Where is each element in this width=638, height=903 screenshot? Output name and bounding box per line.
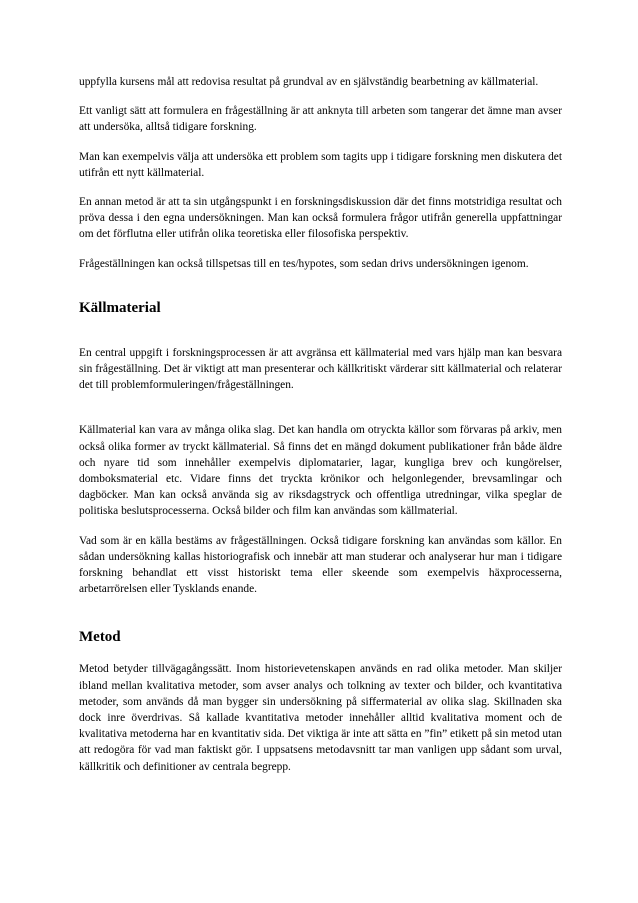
paragraph-intro-1: uppfylla kursens mål att redovisa resultat på grundval av en självständig bearbetning av källmaterial. [79, 76, 539, 88]
heading-kallmaterial: Källmaterial [79, 299, 161, 316]
paragraph-kallmaterial-2: Källmaterial kan vara av många olika slag. Det kan handla om otryckta källor som förvaras på arkiv, men också olika former av tryckt källmaterial. Så finns det en mängd dokument publikationer från både äldre och nyare tid som innehåller exempelvis diplomatarier, lagar, kungliga brev och kungörelser, domboksmaterial etc. Vidare finns det tryckta krönikor och helgonlegender, brevsamlingar och dagböcker. Man kan också använda sig av riksdagstryck och offentliga utredningar, vilka speglar de politiska beslutsprocesserna. Också bilder och film kan användas som källmaterial. [79, 424, 562, 518]
heading-metod: Metod [79, 629, 121, 646]
paragraph-intro-2: Ett vanligt sätt att formulera en frågeställning är att anknyta till arbeten som tangerar det ämne man avser att undersöka, alltså tidigare forskning. [79, 105, 562, 134]
paragraph-kallmaterial-3: Vad som är en källa bestäms av frågeställningen. Också tidigare forskning kan användas som källor. En sådan undersökning kallas historiografisk och innebär att man studerar och analyserar hur man i tidigare forskning behandlat ett visst historiskt tema eller skeende som exempelvis häxprocesserna, arbetarrörelsen eller Tysklands enande. [79, 534, 562, 596]
paragraph-metod-1: Metod betyder tillvägagångssätt. Inom historievetenskapen används en rad olika metoder. Man skiljer ibland mellan kvalitativa metoder, som avser analys och tolkning av texter och bilder, och kvantitativa metoder, som används då man bygger sin undersökning på siffermaterial av olika slag. Skillnaden ska dock inre överdrivas. Så kallade kvantitativa metoder innehåller alltid kvalitativa moment och de kvalitativa metoderna har en kvantitativ sida. Det viktiga är inte att sätta en ”fin” etikett på sin metod utan att redogöra för vad man faktiskt gör. I uppsatsens metodavsnitt tar man vanligen upp sådant som urval, källkritik och definitioner av centrala begrepp. [79, 663, 562, 773]
paragraph-intro-4: En annan metod är att ta sin utgångspunkt i en forskningsdiskussion där det finns motstridiga resultat och pröva dessa i den egna undersökningen. Man kan också formulera frågor utifrån generella uppfattningar om det förflutna eller utifrån olika teoretiska eller filosofiska perspektiv. [79, 196, 562, 241]
paragraph-intro-3: Man kan exempelvis välja att undersöka ett problem som tagits upp i tidigare forskning men diskutera det utifrån ett nytt källmaterial. [79, 150, 562, 179]
document-page [79, 74, 562, 775]
paragraph-intro-5: Frågeställningen kan också tillspetsas till en tes/hypotes, som sedan drivs undersökningen igenom. [79, 257, 529, 270]
paragraph-kallmaterial-1: En central uppgift i forskningsprocessen är att avgränsa ett källmaterial med vars hjälp man kan besvara sin frågeställning. Det är viktigt att man presenterar och källkritiskt värderar sitt källmaterial och relaterar det till problemformuleringen/frågeställningen. [79, 346, 562, 392]
